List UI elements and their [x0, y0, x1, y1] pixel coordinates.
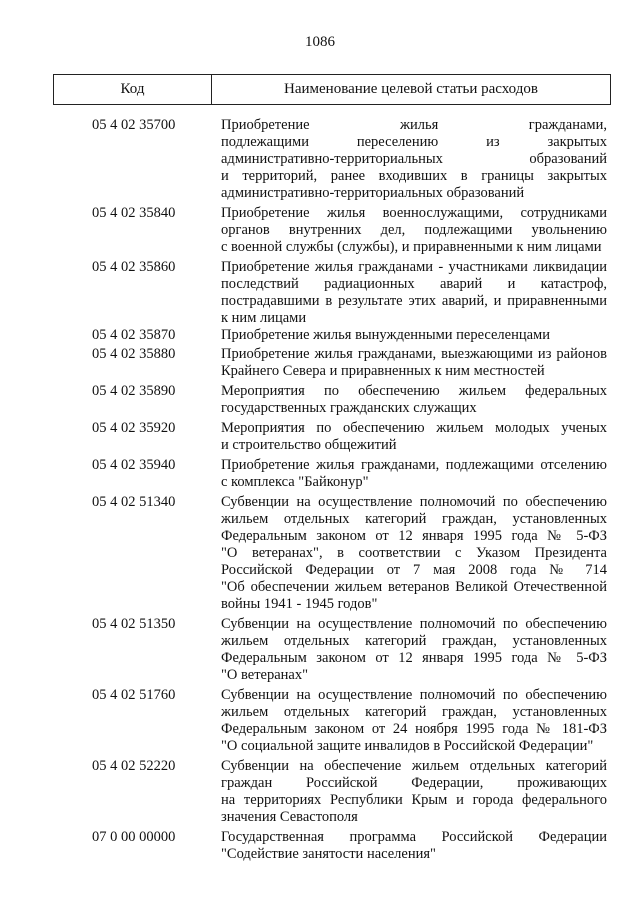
description-line: административно-территориальных образований	[221, 185, 525, 201]
description-line: Приобретение жилья военнослужащими, сотрудниками	[221, 205, 607, 221]
row-code: 05 4 02 51760	[92, 687, 176, 703]
description-line: "О ветеранах"	[221, 667, 309, 683]
description-line: Российской Федерации от 7 мая 2008 года № 714	[221, 562, 607, 578]
description-line: с военной службы (службы), и приравненными к ним лицами	[221, 239, 602, 255]
description-line: Приобретение жилья гражданами - участниками ликвидации	[221, 259, 607, 275]
description-line: жильем отдельных категорий граждан, установленных	[221, 511, 607, 527]
row-description	[221, 494, 607, 613]
description-line: "О ветеранах", в соответствии с Указом Президента	[221, 545, 607, 561]
description-line: Приобретение жилья гражданами, выезжающими из районов	[221, 346, 607, 362]
description-line: жильем отдельных категорий граждан, установленных	[221, 704, 607, 720]
row-description	[221, 327, 607, 344]
row-description	[221, 259, 607, 327]
table-header	[53, 74, 611, 105]
row-code: 05 4 02 35890	[92, 383, 176, 399]
description-line: к ним лицами	[221, 310, 307, 326]
row-description	[221, 117, 607, 202]
description-line: Субвенции на осуществление полномочий по обеспечению	[221, 494, 607, 510]
description-line: Федеральным законом от 24 ноября 1995 года № 181-ФЗ	[221, 721, 607, 737]
row-code: 05 4 02 35860	[92, 259, 176, 275]
description-line: Мероприятия по обеспечению жильем молодых ученых	[221, 420, 607, 436]
description-line: Приобретение жилья гражданами,	[221, 117, 607, 133]
description-line: Субвенции на обеспечение жильем отдельных категорий	[221, 758, 607, 774]
description-line: и строительство общежитий	[221, 437, 397, 453]
row-description	[221, 616, 607, 684]
description-line: с комплекса "Байконур"	[221, 474, 369, 490]
row-description	[221, 383, 607, 417]
description-line: на территориях Республики Крым и города федерального	[221, 792, 607, 808]
description-line: "Об обеспечении жильем ветеранов Великой Отечественной	[221, 579, 607, 595]
description-line: последствий радиационных аварий и катастроф,	[221, 276, 607, 292]
row-code: 05 4 02 35870	[92, 327, 176, 343]
row-code: 05 4 02 52220	[92, 758, 176, 774]
row-description	[221, 758, 607, 826]
row-description	[221, 687, 607, 755]
row-code: 05 4 02 35840	[92, 205, 176, 221]
description-line: значения Севастополя	[221, 809, 358, 825]
description-line: Федеральным законом от 12 января 1995 года № 5-ФЗ	[221, 528, 607, 544]
description-line: органов внутренних дел, подлежащими увольнению	[221, 222, 607, 238]
description-line: Федеральным законом от 12 января 1995 года № 5-ФЗ	[221, 650, 607, 666]
description-line: "О социальной защите инвалидов в Российской Федерации"	[221, 738, 594, 754]
column-header-name: Наименование целевой статьи расходов	[284, 81, 538, 97]
row-code: 07 0 00 00000	[92, 829, 176, 845]
row-description	[221, 457, 607, 491]
description-line: Субвенции на осуществление полномочий по обеспечению	[221, 616, 607, 632]
row-code: 05 4 02 35940	[92, 457, 176, 473]
description-line: граждан Российской Федерации, проживающих	[221, 775, 607, 791]
description-line: Крайнего Севера и приравненных к ним местностей	[221, 363, 545, 379]
description-line: Приобретение жилья гражданами, подлежащими отселению	[221, 457, 607, 473]
row-code: 05 4 02 35700	[92, 117, 176, 133]
page-number: 1086	[305, 34, 335, 50]
row-description	[221, 205, 607, 256]
description-line: войны 1941 - 1945 годов"	[221, 596, 378, 612]
description-line: пострадавшими в результате этих аварий, и приравненными	[221, 293, 607, 309]
row-code: 05 4 02 51350	[92, 616, 176, 632]
description-line: Государственная программа Российской Федерации	[221, 829, 607, 845]
row-description	[221, 346, 607, 380]
description-line: Субвенции на осуществление полномочий по обеспечению	[221, 687, 607, 703]
description-line: и территорий, ранее входивших в границы закрытых	[221, 168, 607, 184]
description-line: "Содействие занятости населения"	[221, 846, 436, 862]
description-line: государственных гражданских служащих	[221, 400, 477, 416]
column-header-code: Код	[54, 75, 212, 104]
row-code: 05 4 02 35880	[92, 346, 176, 362]
row-description	[221, 420, 607, 454]
row-code: 05 4 02 35920	[92, 420, 176, 436]
description-line: жильем отдельных категорий граждан, установленных	[221, 633, 607, 649]
description-line: подлежащими переселению из закрытых	[221, 134, 607, 150]
description-line: административно-территориальных образований	[221, 151, 607, 167]
description-line: Мероприятия по обеспечению жильем федеральных	[221, 383, 607, 399]
row-code: 05 4 02 51340	[92, 494, 176, 510]
row-description	[221, 829, 607, 863]
description-line: Приобретение жилья вынужденными переселенцами	[221, 327, 550, 343]
